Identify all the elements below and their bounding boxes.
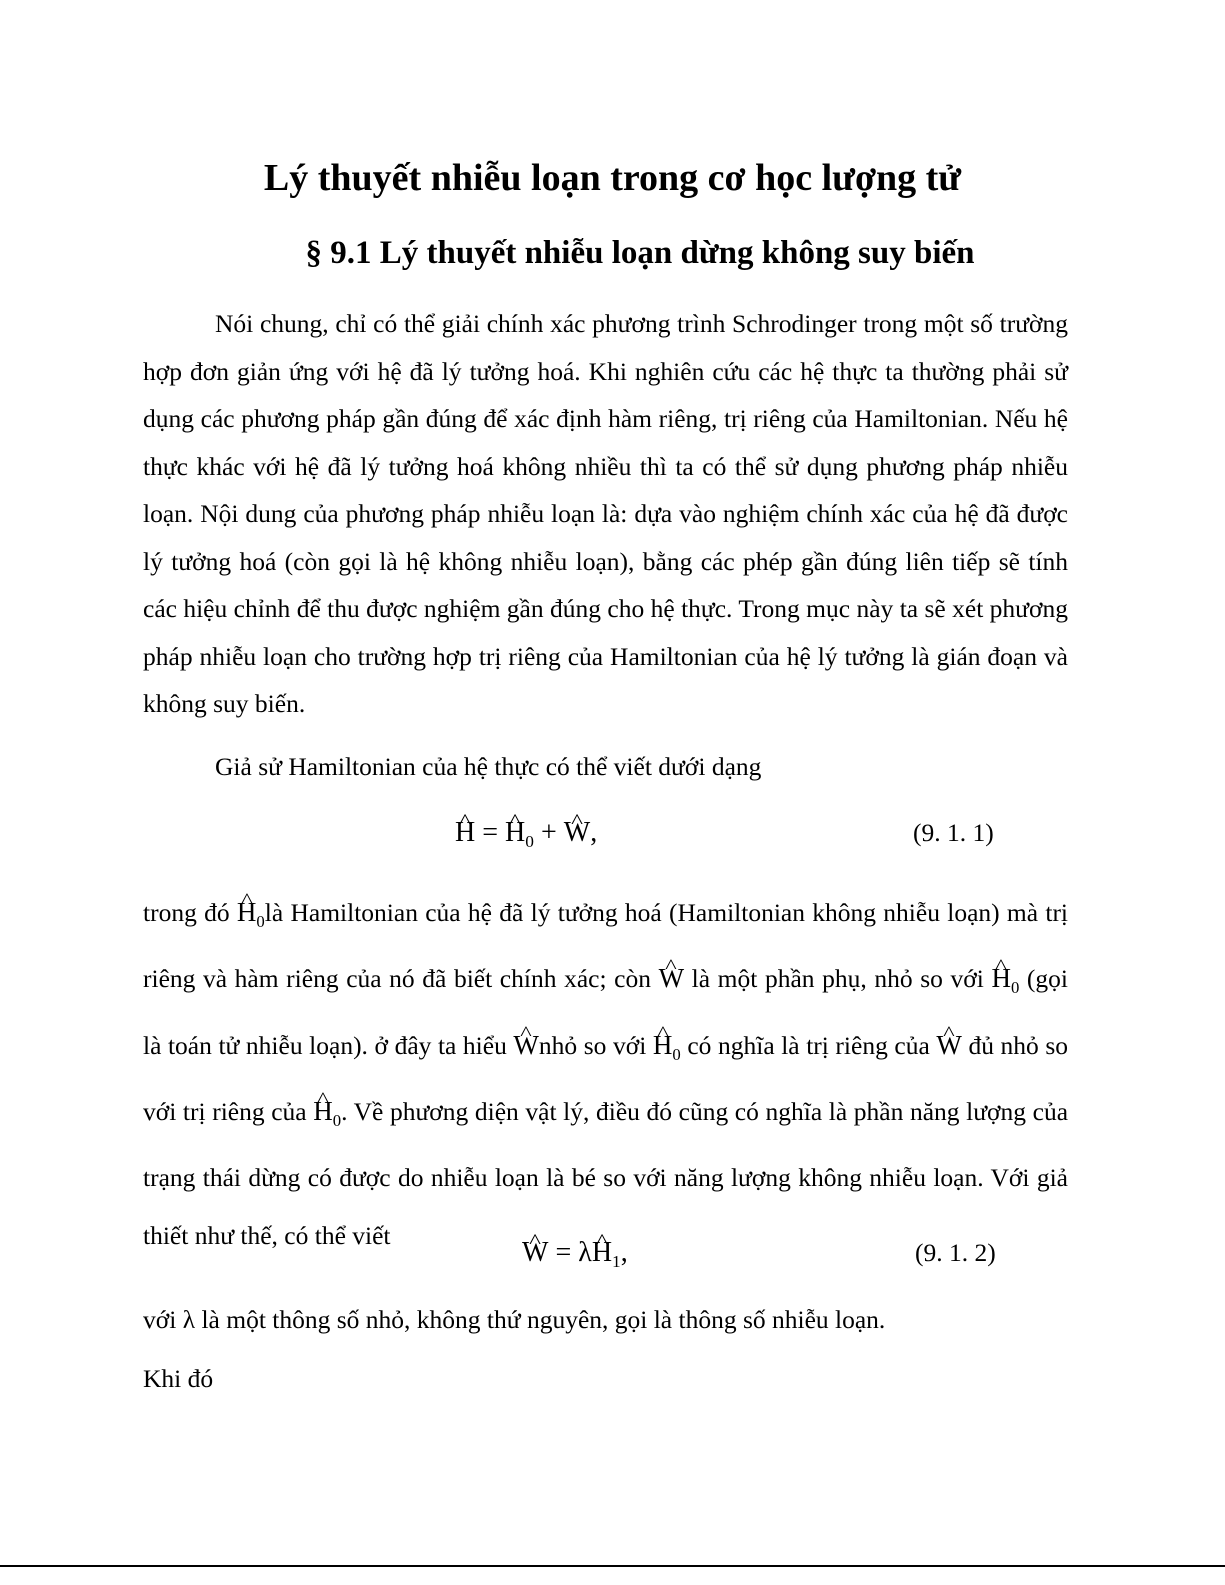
equation-comma: , (590, 817, 598, 848)
hamiltonian-intro-paragraph: Giả sử Hamiltonian của hệ thực có thể viết dưới dạng (215, 752, 762, 781)
equation-comma: , (620, 1237, 628, 1268)
h1-symbol: ^ H (592, 1228, 612, 1278)
lambda-symbol: λ (578, 1237, 592, 1268)
text-run: với (143, 1305, 177, 1334)
equation-number-9-1-2: (9. 1. 2) (915, 1238, 996, 1267)
text-run: có nghĩa là trị riêng của (687, 1030, 930, 1060)
intro-paragraph: Nói chung, chỉ có thể giải chính xác phương trình Schrodinger trong một số trường hợp đơn giản ứng với hệ đã lý tưởng hoá. Khi nghiên cứu các hệ thực ta thường phải sử dụng các phương pháp gần đúng để xác định hàm riêng, trị riêng của Hamiltonian. Nếu hệ thực khác với hệ đã lý tưởng hoá không nhiều thì ta có thể sử dụng phương pháp nhiễu loạn. Nội dung của phương pháp nhiễu loạn là: dựa vào nghiệm chính xác của hệ đã được lý tưởng hoá (còn gọi là hệ không nhiễu loạn), bằng các phép gần đúng liên tiếp sẽ tính các hiệu chỉnh để thu được nghiệm gần đúng cho hệ thực. Trong mục này ta sẽ xét phương pháp nhiễu loạn cho trường hợp trị riêng của Hamiltonian của hệ lý tưởng là gián đoạn và không suy biến. (143, 309, 1068, 718)
subscript: 0 (256, 911, 265, 931)
perturbation-operator-symbol: ^ W (522, 1228, 548, 1278)
equals-sign: = (482, 817, 499, 848)
text-run: là một phần phụ, nhỏ so với (691, 964, 984, 994)
w-symbol: ^ W (513, 1017, 538, 1075)
equation-9-1-1 (455, 808, 597, 858)
h0-symbol: ^ H (653, 1017, 673, 1075)
equation-9-1-2 (522, 1228, 628, 1278)
h0-symbol: ^ H (991, 950, 1011, 1008)
text-run: là một thông số nhỏ, không thứ nguyên, gọi là thông số nhiễu loạn. (201, 1305, 886, 1334)
section-title: § 9.1 Lý thuyết nhiễu loạn dừng không suy biến (305, 235, 975, 271)
w-symbol: ^ W (659, 950, 684, 1008)
text-run: là Hamiltonian của hệ đã lý tưởng hoá (Hamiltonian không nhiễu loạn) mà trị riêng và hàm riêng của nó đã biết chính xác; còn (143, 898, 1069, 994)
text-run: (gọi là toán tử nhiễu loạn). ở đây ta hiểu (143, 964, 1068, 1060)
lambda-definition-paragraph (143, 1296, 1068, 1344)
lambda-symbol: λ (182, 1305, 196, 1334)
subscript: 1 (612, 1252, 621, 1272)
unperturbed-hamiltonian-symbol: ^ H (505, 808, 525, 858)
text-run: trong đó (143, 898, 230, 927)
h0-symbol: ^ H (313, 1083, 333, 1141)
subscript: 0 (672, 1044, 681, 1064)
perturbation-operator-symbol: ^ W (564, 808, 590, 858)
subscript: 0 (1010, 978, 1020, 998)
hamiltonian-symbol: ^ H (455, 808, 475, 858)
page-title: Lý thuyết nhiễu loạn trong cơ học lượng tử (263, 157, 962, 199)
w-symbol: ^ W (936, 1017, 961, 1075)
text-run: . Về phương diện vật lý, điều đó cũng có nghĩa là phần năng lượng của trạng thái dừng có được do nhiễu loạn là bé so với năng lượng không nhiễu loạn. Với giả thiết như thế, có thể viết (143, 1097, 1069, 1250)
subscript: 0 (332, 1110, 342, 1130)
definition-paragraph (143, 884, 1068, 1264)
plus-sign: + (540, 817, 557, 848)
page-bottom-rule (0, 1565, 1225, 1567)
text-run: đủ nhỏ so với trị riêng của (143, 1030, 1069, 1127)
text-run: nhỏ so với (538, 1030, 647, 1060)
equation-number-9-1-1: (9. 1. 1) (913, 818, 994, 847)
subscript: 0 (525, 832, 534, 852)
h0-symbol: ^ H (237, 884, 257, 942)
closing-paragraph: Khi đó (143, 1364, 214, 1393)
equals-sign: = (555, 1237, 572, 1268)
